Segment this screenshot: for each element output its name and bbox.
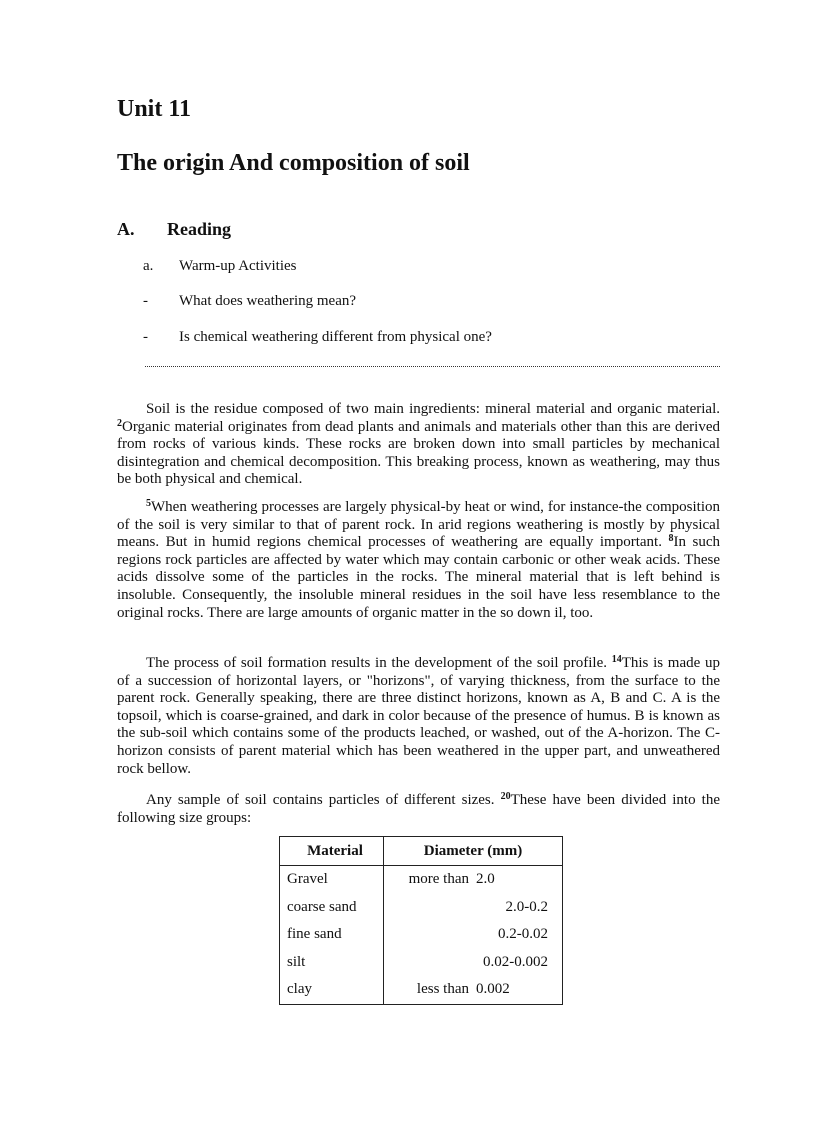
warmup-heading — [143, 258, 297, 275]
material-cell: clay — [280, 976, 384, 1004]
material-cell: fine sand — [280, 921, 384, 949]
table-row — [280, 949, 563, 977]
paragraph-text: These have been divided into the following size groups: — [117, 792, 720, 826]
table-row — [280, 976, 563, 1004]
paragraph-4 — [117, 792, 720, 827]
warmup-question — [143, 293, 356, 310]
list-marker: - — [143, 293, 148, 309]
paragraph-1 — [117, 401, 720, 489]
paragraph-text: Soil is the residue composed of two main ingredients: mineral material and organic material. — [146, 401, 720, 417]
paragraph-text: When weathering processes are largely physical-by heat or wind, for instance-the composition of the soil is very similar to that of parent rock. In arid regions weathering is mostly by physical means. But in humid regions chemical processes of weathering are equally important. — [117, 499, 720, 551]
table-header-row — [280, 837, 563, 866]
line-number: 2 — [117, 417, 122, 429]
paragraph-text: This is made up of a succession of horizontal layers, or "horizons", of varying thickness, from the surface to the parent rock. Generally speaking, there are three distinct horizons, known as A, B and C. A is the topsoil, which is coarse-grained, and dark in color because of the presence of humus. B is known as the sub-soil which contains some of the products leached, or washed, out of the A-horizon. The C-horizon consists of parent material which has been weathered in the upper part, and unweathered rock bellow. — [117, 655, 721, 777]
diameter-qualifier: more than — [408, 871, 469, 888]
unit-title: Unit 11 — [117, 96, 192, 122]
paragraph-text: The process of soil formation results in the development of the soil profile. — [146, 655, 612, 671]
diameter-value: 2.0-0.2 — [505, 898, 548, 915]
paragraph-text: In such regions rock particles are affected by water which may contain carbonic or other weak acids. These acids dissolve some of the particles in the rocks. The mineral material that is left behind is insoluble. Consequently, the insoluble mineral residues in the soil have less resemblance to the original rocks. There are large amounts of organic matter in the so down il, too. — [117, 534, 720, 621]
diameter-cell — [384, 949, 563, 977]
paragraph-2 — [117, 499, 720, 622]
list-marker: a. — [143, 258, 154, 274]
warmup-question-text: What does weathering mean? — [179, 293, 357, 309]
material-cell: coarse sand — [280, 894, 384, 922]
warmup-question-text: Is chemical weathering different from physical one? — [179, 329, 492, 345]
size-groups-table — [279, 836, 563, 1005]
diameter-value: 2.0 — [476, 871, 495, 888]
diameter-cell — [384, 921, 563, 949]
warmup-question — [143, 329, 492, 346]
table-header-material: Material — [280, 837, 384, 866]
answer-dotted-line — [145, 366, 720, 367]
table-row — [280, 866, 563, 894]
diameter-value: 0.002 — [476, 981, 510, 998]
list-marker: - — [143, 329, 148, 345]
line-number: 5 — [146, 498, 151, 509]
line-number: 8 — [668, 533, 674, 545]
section-heading — [117, 219, 231, 240]
line-number: 20 — [500, 791, 511, 802]
line-number: 14 — [611, 654, 622, 665]
paragraph-text: Organic material originates from dead plants and animals and materials other than this are derived from rocks of various kinds. These rocks are broken down into small particles by mechanical disintegration and chemical decomposition. This breaking process, known as weathering, may thus be both physical and chemical. — [117, 418, 720, 488]
table-row — [280, 921, 563, 949]
paragraph-text: Any sample of soil contains particles of different sizes. — [146, 792, 501, 808]
table-header-diameter: Diameter (mm) — [384, 837, 563, 866]
diameter-value: 0.02-0.002 — [483, 953, 548, 970]
chapter-title: The origin And composition of soil — [117, 150, 470, 176]
diameter-qualifier: less than — [416, 981, 469, 998]
table-row — [280, 894, 563, 922]
paragraph-3 — [117, 655, 720, 778]
diameter-cell — [384, 894, 563, 922]
diameter-cell — [384, 866, 563, 894]
warmup-heading-text: Warm-up Activities — [179, 258, 297, 274]
diameter-cell — [384, 976, 563, 1004]
section-title: Reading — [167, 219, 232, 239]
material-cell: silt — [280, 949, 384, 977]
material-cell: Gravel — [280, 866, 384, 894]
section-number: A. — [117, 219, 135, 239]
diameter-value: 0.2-0.02 — [498, 926, 548, 943]
